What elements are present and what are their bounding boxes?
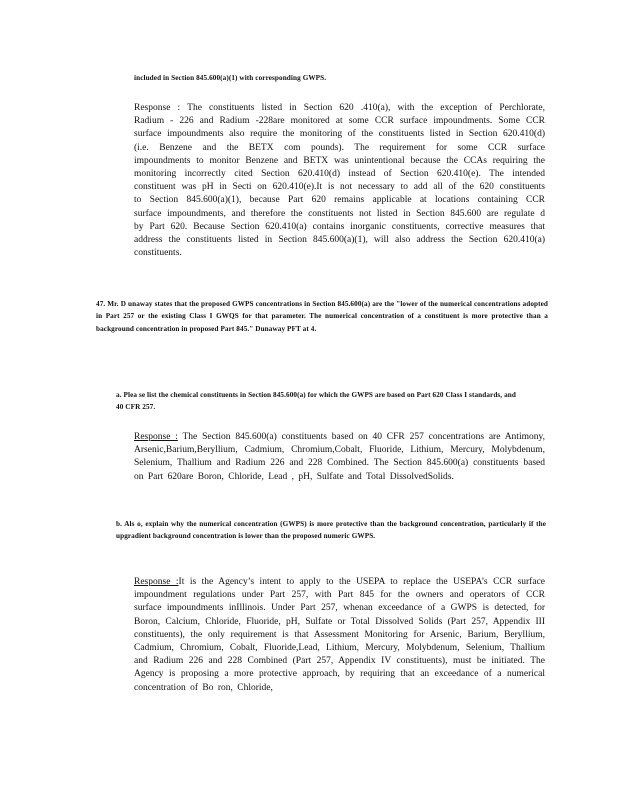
continuation-line: included in Section 845.600(a)(1) with corresponding GWPS. — [134, 74, 327, 82]
response-b-paragraph — [134, 576, 545, 695]
response-paragraph-1: Response : The constituents listed in Section 620 .410(a), with the exception of Perchlorate, Radium - 226 and Radium -228are monitored at some CCR surface impoundments. Some CCR surface impoundments also require the monitoring of the constituents listed in Section 620.410(d) (i.e. Benzene and the BETX com pounds). The requirement for some CCR surface impoundments to monitor Benzene and BETX was unintentional because the CCAs requiring the monitoring incorrectly cited Section 620.410(d) instead of Section 620.410(e). The intended constituent was pH in Secti on 620.410(e).It is not necessary to add all of the 620 constituents to Section 845.600(a)(1), because Part 620 remains applicable at locations containing CCR surface impoundments, and therefore the constituents not listed in Section 845.600 are regulate d by Part 620. Because Section 620.410(a) contains inorganic constituents, corrective measures that address the constituents listed in Section 845.600(a)(1), will also address the Section 620.410(a) constituents. — [134, 103, 545, 259]
response-a-label: Response : — [134, 432, 178, 442]
response-b-text: It is the Agency’s intent to apply to the USEPA to replace the USEPA’s CCR surface impoundment regulations under Part 257, with Part 845 for the owners and operators of CCR surface impoundments inIllinois. Under Part 257, whenan exceedance of a GWPS is detected, for Boron, Calcium, Chloride, Fluoride, pH, Sulfate or Total Dissolved Solids (Part 257, Appendix III constituents), the only requirement is that Assessment Monitoring for Arsenic, Barium, Beryllium, Cadmium, Chromium, Cobalt, Fluoride,Lead, Lithium, Mercury, Molybdenum, Selenium, Thallium and Radium 226 and 228 Combined (Part 257, Appendix IV constituents), must be initiated. The Agency is proposing a more protective approach, by requiring that an exceedance of a numerical concentration of Bo ron, Chloride, — [134, 577, 545, 693]
response-b-label: Response : — [134, 577, 179, 587]
response-a-paragraph — [134, 431, 545, 484]
item-a-paragraph: a. Plea se list the chemical constituents in Section 845.600(a) for which the GWPS are based on Part 620 Class I standards, and 40 CFR 257. — [116, 391, 516, 412]
item-47-paragraph: 47. Mr. D unaway states that the proposed GWPS concentrations in Section 845.600(a) are the "lower of the numerical concentrations adopted in Part 257 or the existing Class I GWQS for that parameter. The numerical concentration of a constituent is more protective than a background concentration in proposed Part 845." Dunaway PFT at 4. — [96, 300, 548, 333]
item-b-paragraph: b. Als o, explain why the numerical concentration (GWPS) is more protective than the background concentration, particularly if the upgradient background concentration is lower than the proposed numeric GWPS. — [116, 520, 546, 541]
response-a-text: The Section 845.600(a) constituents based on 40 CFR 257 concentrations are Antimony, Arsenic,Barium,Beryllium, Cadmium, Chromium,Cobalt, Fluoride, Lithium, Mercury, Molybdenum, Selenium, Thallium and Radium 226 and 228 Combined. The Section 845.600(a) constituents based on Part 620are Boron, Chloride, Lead , pH, Sulfate and Total DissolvedSolids. — [134, 432, 545, 482]
